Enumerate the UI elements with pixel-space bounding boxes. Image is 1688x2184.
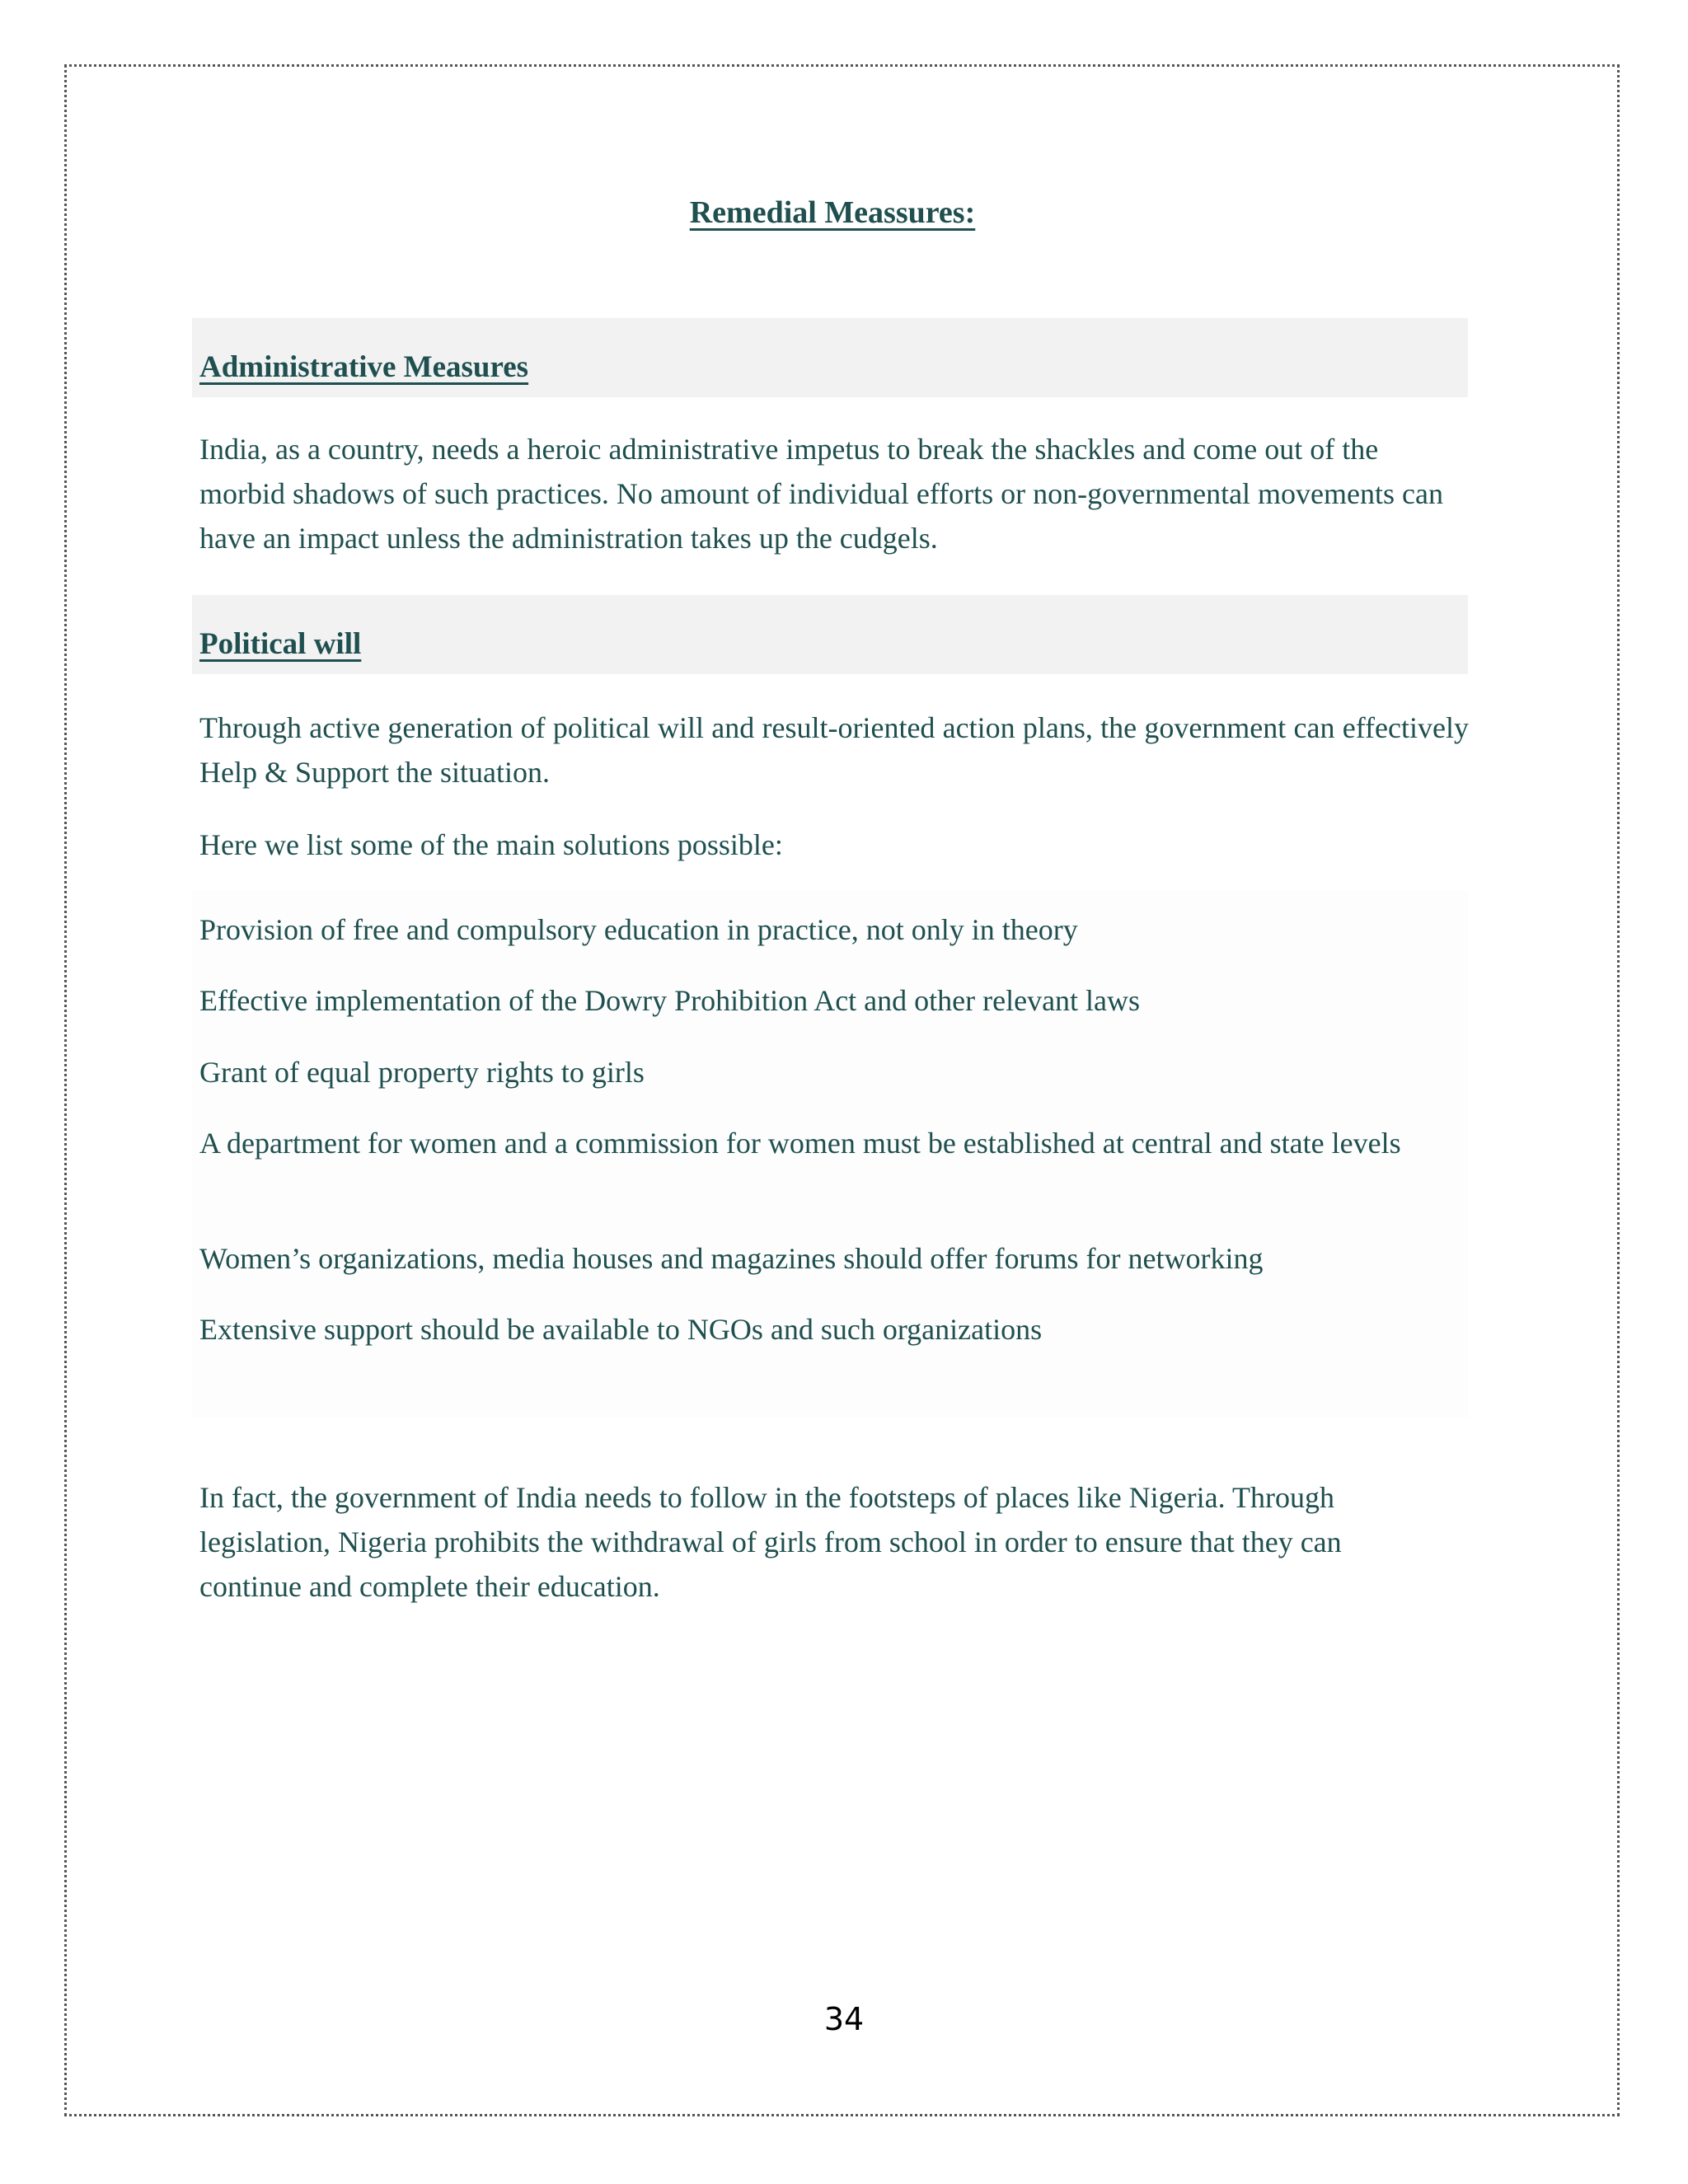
section-heading-administrative: Administrative Measures — [199, 350, 529, 384]
list-item: A department for women and a commission for women must be established at central and state levels — [199, 1127, 1401, 1160]
paragraph-political: Through active generation of political will and result-oriented action plans, the government can effectively Help & Support the situation. — [199, 711, 1469, 789]
page-title: Remedial Meassures: — [689, 195, 976, 230]
section-band-political — [192, 595, 1468, 674]
paragraph-administrative: India, as a country, needs a heroic administrative impetus to break the shackles and come out of the morbid shadows of such practices. No amount of individual efforts or non-governmental movements can have an impact unless the administration takes up the cudgels. — [199, 433, 1443, 555]
list-item: Grant of equal property rights to girls — [199, 1056, 645, 1089]
list-item: Women’s organizations, media houses and magazines should offer forums for networking — [199, 1242, 1264, 1275]
section-heading-political: Political will — [199, 627, 362, 661]
paragraph-conclusion: In fact, the government of India needs to follow in the footsteps of places like Nigeria. Through legislation, Nigeria prohibits the withdrawal of girls from school in order to ensure that they can continue and complete their education. — [199, 1481, 1342, 1603]
paragraph-solutions-intro: Here we list some of the main solutions possible: — [199, 828, 783, 861]
list-item: Extensive support should be available to NGOs and such organizations — [199, 1313, 1043, 1346]
list-item: Provision of free and compulsory education in practice, not only in theory — [199, 913, 1078, 946]
list-item: Effective implementation of the Dowry Prohibition Act and other relevant laws — [199, 984, 1141, 1017]
page-number: 34 — [823, 2001, 865, 2037]
